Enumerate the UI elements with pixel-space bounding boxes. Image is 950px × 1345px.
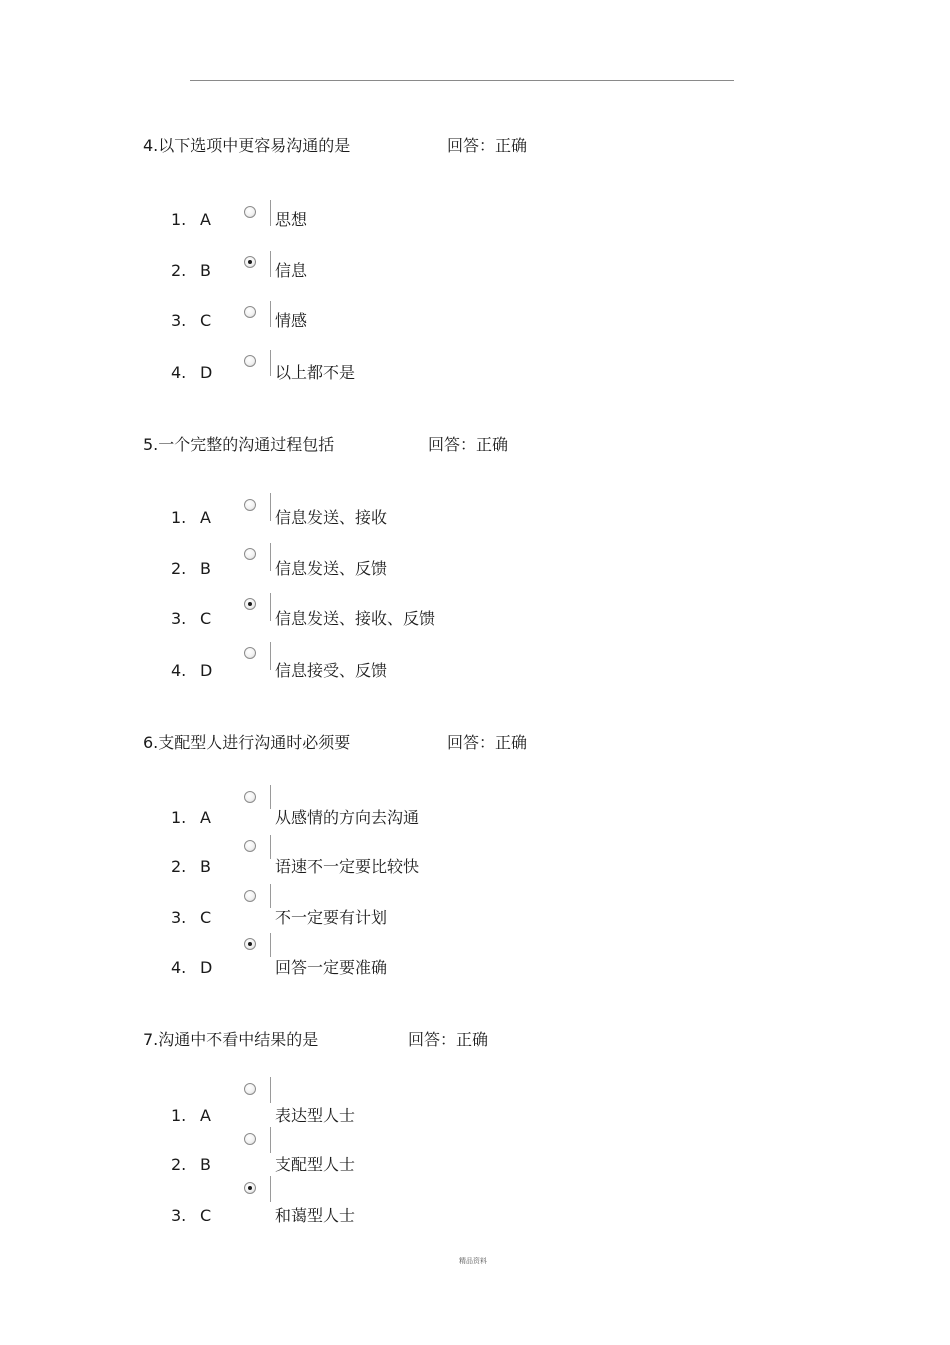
- option-divider: [270, 543, 271, 571]
- option-number: 3.: [171, 609, 187, 628]
- option-letter: D: [200, 661, 213, 680]
- option-letter: B: [200, 857, 211, 876]
- option-letter: D: [200, 958, 213, 977]
- option-divider: [270, 1176, 271, 1202]
- question-title: 5.一个完整的沟通过程包括: [143, 435, 335, 454]
- option-text: 情感: [275, 311, 308, 330]
- option-text: 思想: [275, 210, 308, 229]
- radio-button[interactable]: [244, 840, 256, 852]
- option-text: 不一定要有计划: [275, 908, 388, 927]
- option-letter: B: [200, 559, 211, 578]
- option-divider: [270, 1127, 271, 1153]
- option-text: 和蔼型人士: [275, 1206, 356, 1225]
- option-divider: [270, 1077, 271, 1103]
- question-title: 4.以下选项中更容易沟通的是: [143, 136, 351, 155]
- option-number: 1.: [171, 210, 187, 229]
- option-number: 1.: [171, 1106, 187, 1125]
- option-text: 信息接受、反馈: [275, 661, 388, 680]
- option-text: 从感情的方向去沟通: [275, 808, 420, 827]
- option-text: 信息: [275, 261, 308, 280]
- option-number: 1.: [171, 808, 187, 827]
- radio-button-selected[interactable]: [244, 598, 256, 610]
- option-number: 1.: [171, 508, 187, 527]
- option-text: 以上都不是: [275, 363, 356, 382]
- option-number: 4.: [171, 958, 187, 977]
- option-letter: A: [200, 808, 211, 827]
- radio-button[interactable]: [244, 1083, 256, 1095]
- radio-button-selected[interactable]: [244, 938, 256, 950]
- option-text: 语速不一定要比较快: [275, 857, 420, 876]
- radio-button[interactable]: [244, 306, 256, 318]
- option-number: 2.: [171, 559, 187, 578]
- radio-button[interactable]: [244, 355, 256, 367]
- radio-button[interactable]: [244, 1133, 256, 1145]
- option-letter: B: [200, 261, 211, 280]
- radio-button[interactable]: [244, 890, 256, 902]
- option-letter: C: [200, 311, 212, 330]
- radio-button[interactable]: [244, 647, 256, 659]
- option-divider: [270, 200, 271, 226]
- option-text: 信息发送、接收: [275, 508, 388, 527]
- top-divider: [190, 80, 734, 81]
- option-letter: A: [200, 1106, 211, 1125]
- option-divider: [270, 593, 271, 621]
- option-divider: [270, 301, 271, 327]
- footer-note: 精品资料: [459, 1257, 487, 1265]
- option-divider: [270, 493, 271, 521]
- option-text: 信息发送、接收、反馈: [275, 609, 436, 628]
- option-divider: [270, 884, 271, 908]
- radio-button-selected[interactable]: [244, 256, 256, 268]
- radio-button-selected[interactable]: [244, 1182, 256, 1194]
- radio-button[interactable]: [244, 206, 256, 218]
- answer-result: 回答：正确: [447, 136, 528, 155]
- option-divider: [270, 835, 271, 859]
- answer-result: 回答：正确: [408, 1030, 489, 1049]
- option-number: 3.: [171, 1206, 187, 1225]
- option-divider: [270, 642, 271, 670]
- option-letter: B: [200, 1155, 211, 1174]
- option-number: 3.: [171, 311, 187, 330]
- option-letter: D: [200, 363, 213, 382]
- option-text: 表达型人士: [275, 1106, 356, 1125]
- question-title: 7.沟通中不看中结果的是: [143, 1030, 319, 1049]
- option-number: 4.: [171, 661, 187, 680]
- option-letter: C: [200, 1206, 212, 1225]
- radio-button[interactable]: [244, 791, 256, 803]
- question-title: 6.支配型人进行沟通时必须要: [143, 733, 351, 752]
- option-divider: [270, 933, 271, 957]
- option-text: 支配型人士: [275, 1155, 356, 1174]
- answer-result: 回答：正确: [447, 733, 528, 752]
- option-divider: [270, 350, 271, 376]
- option-divider: [270, 251, 271, 277]
- answer-result: 回答：正确: [428, 435, 509, 454]
- option-letter: A: [200, 210, 211, 229]
- option-number: 3.: [171, 908, 187, 927]
- option-text: 信息发送、反馈: [275, 559, 388, 578]
- option-letter: C: [200, 609, 212, 628]
- option-number: 2.: [171, 857, 187, 876]
- option-divider: [270, 785, 271, 809]
- option-text: 回答一定要准确: [275, 958, 388, 977]
- option-letter: C: [200, 908, 212, 927]
- option-number: 2.: [171, 261, 187, 280]
- option-number: 2.: [171, 1155, 187, 1174]
- radio-button[interactable]: [244, 499, 256, 511]
- option-number: 4.: [171, 363, 187, 382]
- option-letter: A: [200, 508, 211, 527]
- radio-button[interactable]: [244, 548, 256, 560]
